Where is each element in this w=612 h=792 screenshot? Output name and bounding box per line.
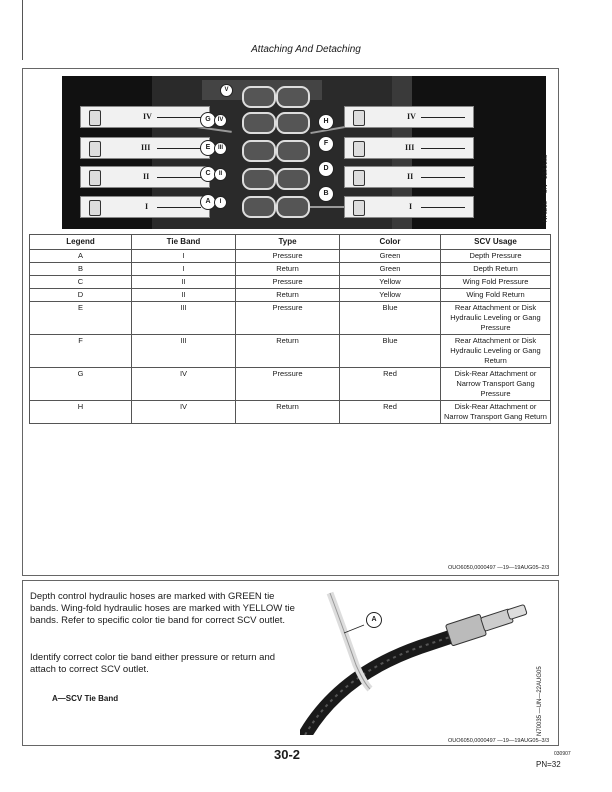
tie-band-tag-right-iii: III	[344, 137, 474, 159]
cell-scv-usage: Rear Attachment or Disk Hydraulic Leveling or Gang Pressure	[441, 302, 551, 335]
cell-tie-band: II	[132, 289, 236, 302]
tie-band-tag-left-iii: III	[80, 137, 210, 159]
cell-type: Return	[236, 401, 340, 424]
cell-scv-usage: Disk-Rear Attachment or Narrow Transport Gang Return	[441, 401, 551, 424]
cell-color: Green	[340, 263, 441, 276]
fitting-icon	[242, 86, 276, 108]
cell-tie-band: I	[132, 250, 236, 263]
footer-pn: PN=32	[536, 760, 561, 769]
tag-hook-icon	[353, 141, 365, 157]
numeral-iii: III	[214, 142, 227, 155]
fitting-icon	[242, 140, 276, 162]
cell-type: Return	[236, 289, 340, 302]
tag-arrow-icon	[421, 148, 465, 149]
hose-body	[305, 637, 450, 735]
cell-scv-usage: Depth Return	[441, 263, 551, 276]
tie-band	[330, 593, 370, 689]
cell-type: Pressure	[236, 250, 340, 263]
tag-arrow-icon	[421, 177, 465, 178]
cell-legend: F	[30, 335, 132, 368]
cell-scv-usage: Depth Pressure	[441, 250, 551, 263]
fitting-icon	[276, 140, 310, 162]
hose-texture	[305, 637, 450, 735]
tag-hook-icon	[89, 141, 101, 157]
numeral-iv: IV	[214, 114, 227, 127]
cell-color: Blue	[340, 302, 441, 335]
cell-scv-usage: Rear Attachment or Disk Hydraulic Leveling or Gang Return	[441, 335, 551, 368]
cell-color: Green	[340, 250, 441, 263]
fitting-icon	[276, 86, 310, 108]
tag-hook-icon	[353, 170, 365, 186]
cell-legend: C	[30, 276, 132, 289]
cell-tie-band: I	[132, 263, 236, 276]
paragraph-1: Depth control hydraulic hoses are marked with GREEN tie bands. Wing-fold hydraulic hoses are marked with YELLOW tie bands. Refer to specific color tie band for correct SCV outlet.	[30, 591, 295, 626]
cell-tie-band: IV	[132, 401, 236, 424]
callout-d: D	[318, 161, 334, 177]
table-header-row	[30, 235, 551, 250]
cell-color: Red	[340, 401, 441, 424]
tag-arrow-icon	[157, 177, 201, 178]
callout-a: A	[200, 194, 216, 210]
table-row	[30, 401, 551, 424]
header-scv-usage: SCV Usage	[441, 235, 551, 250]
tie-band-tag-left-iv: IV	[80, 106, 210, 128]
fitting-icon	[242, 112, 276, 134]
cell-scv-usage: Disk-Rear Attachment or Narrow Transport Gang Pressure	[441, 368, 551, 401]
reference-code-2: OUO6050,0000497 —19—19AUG05–3/3	[448, 738, 550, 744]
cell-tie-band: IV	[132, 368, 236, 401]
cell-tie-band: III	[132, 302, 236, 335]
callout-leader	[344, 625, 364, 633]
callout-a-tie-band: A	[366, 612, 382, 628]
hose-table	[29, 234, 551, 424]
callout-g: G	[200, 112, 216, 128]
tag-arrow-icon	[157, 117, 201, 118]
numeral-ii: II	[214, 168, 227, 181]
fitting-icon	[276, 168, 310, 190]
cell-type: Return	[236, 263, 340, 276]
section-title: Attaching And Detaching	[251, 44, 361, 55]
table-row	[30, 302, 551, 335]
reference-code-1: OUO6050,0000497 —19—19AUG05–2/3	[448, 565, 550, 571]
hose-fitting	[445, 614, 486, 646]
tag-hook-icon	[353, 200, 365, 216]
cell-type: Return	[236, 335, 340, 368]
footer-small-code: 030907	[554, 751, 571, 757]
tie-band-tag-right-ii: II	[344, 166, 474, 188]
cell-scv-usage: Wing Fold Return	[441, 289, 551, 302]
cell-color: Blue	[340, 335, 441, 368]
numeral-v: V	[220, 84, 233, 97]
cell-legend: E	[30, 302, 132, 335]
header-color: Color	[340, 235, 441, 250]
numeral-i: I	[214, 196, 227, 209]
fitting-icon	[276, 112, 310, 134]
tag-arrow-icon	[421, 117, 465, 118]
cell-color: Yellow	[340, 289, 441, 302]
figure2-legend: A—SCV Tie Band	[52, 694, 119, 703]
tie-band-tag-left-i: I	[80, 196, 210, 218]
cell-type: Pressure	[236, 302, 340, 335]
table-row	[30, 335, 551, 368]
tie-band-tag-right-iv: IV	[344, 106, 474, 128]
cell-tie-band: II	[132, 276, 236, 289]
figure2-code: N70035 —UN—22AUG05	[537, 666, 543, 736]
callout-e: E	[200, 140, 216, 156]
hose-tip	[507, 604, 527, 619]
cell-type: Pressure	[236, 276, 340, 289]
cell-type: Pressure	[236, 368, 340, 401]
fitting-icon	[242, 168, 276, 190]
callout-h: H	[318, 114, 334, 130]
table-row	[30, 250, 551, 263]
table-row	[30, 368, 551, 401]
tag-hook-icon	[89, 170, 101, 186]
tag-hook-icon	[353, 110, 365, 126]
cell-legend: H	[30, 401, 132, 424]
figure1-code: N70266 —UN—23JUL05	[543, 154, 549, 222]
cell-legend: G	[30, 368, 132, 401]
header-type: Type	[236, 235, 340, 250]
table-row	[30, 276, 551, 289]
page-number: 30-2	[274, 747, 301, 762]
fitting-icon	[276, 196, 310, 218]
cell-color: Red	[340, 368, 441, 401]
cell-legend: D	[30, 289, 132, 302]
cell-tie-band: III	[132, 335, 236, 368]
cell-color: Yellow	[340, 276, 441, 289]
callout-b: B	[318, 186, 334, 202]
cell-legend: B	[30, 263, 132, 276]
tag-hook-icon	[89, 110, 101, 126]
fitting-icon	[242, 196, 276, 218]
hose-figure	[300, 585, 540, 735]
tie-band-tag-right-i: I	[344, 196, 474, 218]
tag-arrow-icon	[157, 148, 201, 149]
table-row	[30, 263, 551, 276]
tie-band-tag-left-ii: II	[80, 166, 210, 188]
callout-f: F	[318, 136, 334, 152]
paragraph-2: Identify correct color tie band either pressure or return and attach to correct SCV outlet.	[30, 652, 276, 675]
header-legend: Legend	[30, 235, 132, 250]
tag-hook-icon	[89, 200, 101, 216]
header-tie-band: Tie Band	[132, 235, 236, 250]
table-row	[30, 289, 551, 302]
callout-c: C	[200, 166, 216, 182]
tag-arrow-icon	[157, 207, 201, 208]
cell-scv-usage: Wing Fold Pressure	[441, 276, 551, 289]
tag-arrow-icon	[421, 207, 465, 208]
cell-legend: A	[30, 250, 132, 263]
